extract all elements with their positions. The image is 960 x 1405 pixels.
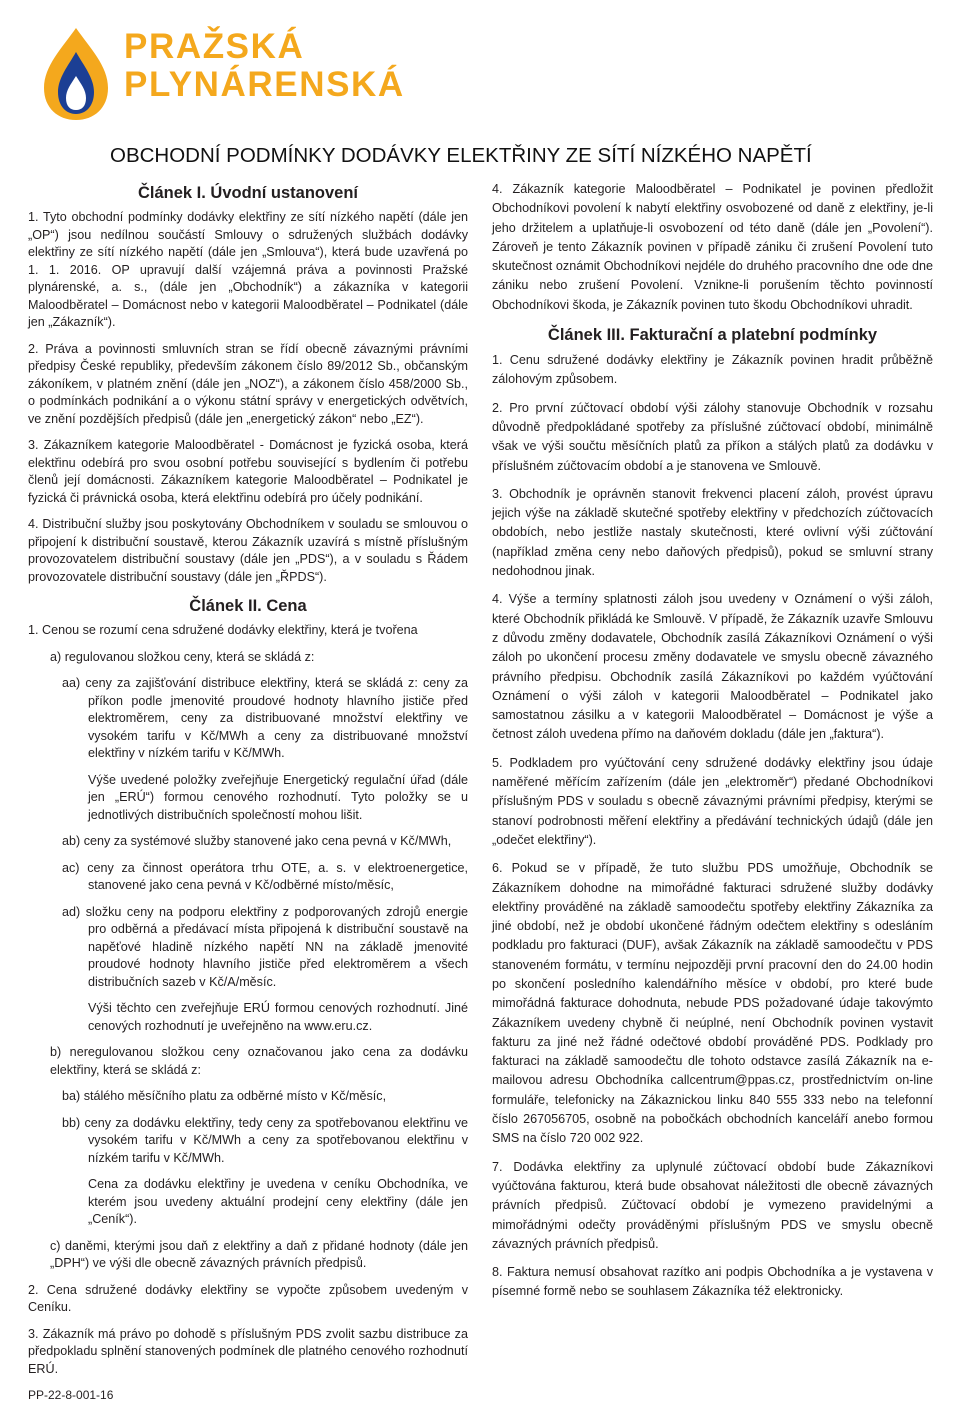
article-1-para-2: 2. Práva a povinnosti smluvních stran se řídí obecně závaznými právními předpisy České republiky, především zákonem číslo 89/2012 Sb., občanským zákoníkem, v platném znění (dále jen „NOZ“), a zákonem číslo 458/2000 Sb., o podmínkách podnikání a o výkonu státní správy v energetických odvětvích, ve znění pozdějších předpisů (dále jen „energetický zákon“ nebo „EZ“). — [28, 341, 468, 426]
article-2-price-note: Výši těchto cen zveřejňuje ERÚ formou cenových rozhodnutí. Jiné cenových rozhodnutí je uveřejněno na www.eru.cz. — [88, 1001, 468, 1033]
article-1-para-3: 3. Zákazníkem kategorie Maloodběratel - Domácnost je fyzická osoba, která elektřinu odebírá pro svou osobní potřebu související s bydlením či potřebu členů její domácnosti. Zákazníkem kategorie Maloodběratel – Podnikatel je fyzická či právnická osoba, která elektřinu odebírá pro účely podnikání. — [28, 438, 468, 505]
article-2-para-1: 1. Cenou se rozumí cena sdružené dodávky elektřiny, která je tvořena — [28, 623, 418, 637]
article-3-para-6: 6. Pokud se v případě, že tuto službu PDS umožňuje, Obchodník se Zákazníkem dohodne na mimořádné fakturaci sdružené služby dodávky elektřiny prováděné na základě samoodečtu spotřeby elektřiny Zákazníka za jiné období, než je období ukončené řádným odečtem elektřiny s odesláním podkladu pro fakturaci (DUF), avšak Zákazník na základě samoodečtu v PDS stanoveném formátu, v termínu nejpozději první pracovní den do 24.00 hodin po skončení posledního kalendářního měsíce v období, pro které bude mimořádná fakturace dohodnuta, nebude PDS požadované údaje takovýmto Zákazníkem uvedeny chybně či neúplné, není Obchodník povinen vystavit fakturu za jiné než řádné odečtové období prováděné PDS. Podklady pro fakturaci na základě samoodečtu dle tohoto odstavce zasílá Zákazník na e-mailovou adresu Obchodníka callcentrum@ppas.cz, prostřednictvím on-line formuláře, telefonicky na Zákaznickou linku 840 555 333 nebo na telefonní číslo 267056705, osobně na pobočkách obchodních kanceláří anebo formou SMS na číslo 720 002 922. — [492, 861, 933, 1146]
article-2-pricelist-note: Cena za dodávku elektřiny je uvedena v ceníku Obchodníka, ve kterém jsou uvedeny aktuální prodejní ceny elektřiny (dále jen „Ceník“). — [88, 1177, 468, 1226]
article-2-item-a: a) regulovanou složkou ceny, která se skládá z: — [50, 649, 315, 664]
brand-line-1: PRAŽSKÁ — [124, 27, 305, 66]
article-2-para-3: 3. Zákazník má právo po dohodě s příslušným PDS zvolit sazbu distribuce za předpokladu splnění stanovených podmínek dle platného cenového rozhodnutí ERÚ. — [28, 1326, 468, 1376]
article-2-heading: Článek II. Cena — [189, 597, 307, 615]
article-2-para-4: 4. Zákazník kategorie Maloodběratel – Podnikatel je povinen předložit Obchodníkovi povolení k nabytí elektřiny osvobozené od daně z elektřiny, je-li jeho držitelem a uplatňuje-li osvobození od této daně (dále jen „Povolení“). Zároveň je tento Zákazník povinen v případě zániku či zrušení Povolení tuto skutečnost oznámit Obchodníkovi nejdéle do druhého pracovního dne ode dne zániku nebo zrušení Povolení. Vznikne-li porušením těchto povinností Obchodníkovi škoda, je Zákazník povinen tuto škodu Obchodníkovi uhradit. — [492, 182, 933, 312]
flame-icon — [40, 26, 112, 122]
brand-name — [124, 28, 405, 104]
article-2-item-aa: aa) ceny za zajišťování distribuce elektřiny, která se skládá z: ceny za příkon podle jmenovité proudové hodnoty hlavního jističe před elektroměrem, ceny za distribuované množství elektřiny ve vysokém tarifu v Kč/MWh a ceny za distribuované množství elektřiny v nízkém tarifu v Kč/MWh. — [62, 676, 468, 760]
article-3-para-2: 2. Pro první zúčtovací období výši zálohy stanovuje Obchodník v rozsahu důvodně předpokládané spotřeby za příslušné zúčtovací období, minimálně však ve výši součtu měsíčních platů za příkon a stálých platů za dodávku v příslušném zúčtovacím období a je stanovena ve Smlouvě. — [492, 400, 933, 473]
article-1-heading: Článek I. Úvodní ustanovení — [137, 184, 359, 202]
article-2-eru-note: Výše uvedené položky zveřejňuje Energetický regulační úřad (dále jen „ERÚ“) formou cenového rozhodnutí. Tyto položky se u jednotlivých distribučních společností mohou lišit. — [88, 772, 468, 822]
article-2-item-bb: bb) ceny za dodávku elektřiny, tedy ceny za spotřebovanou elektřinu ve vysokém tarifu v Kč/MWh a ceny za spotřebovanou elektřinu v nízkém tarifu v Kč/MWh. — [62, 1115, 468, 1165]
article-2-item-ab: ab) ceny za systémové služby stanovené jako cena pevná v Kč/MWh, — [62, 834, 452, 848]
article-3-para-8: 8. Faktura nemusí obsahovat razítko ani podpis Obchodníka a je vystavena v písemné formě nebo se souhlasem Zákazníka též elektronicky. — [492, 1265, 933, 1299]
article-3-para-1: 1. Cenu sdružené dodávky elektřiny je Zákazník povinen hradit průběžně zálohovým způsobem. — [492, 353, 933, 387]
article-2-item-ac: ac) ceny za činnost operátora trhu OTE, a. s. v elektroenergetice, stanovené jako cena pevná v Kč/odběrné místo/měsíc, — [62, 860, 468, 892]
article-3-para-5: 5. Podkladem pro vyúčtování ceny sdružené dodávky elektřiny jsou údaje naměřené měřícím zařízením (dále jen „elektroměr“) předané Obchodníkovi příslušným PDS v souladu s obecně závaznými právními předpisy, kterými se stanoví podrobnosti měření elektřiny a předávání technických údajů (dále jen „odečet elektřiny“). — [492, 755, 933, 847]
article-3-heading: Článek III. Fakturační a platební podmínky — [547, 326, 878, 345]
right-column — [492, 180, 933, 1311]
article-2-item-b: b) neregulovanou složkou ceny označovanou jako cena za dodávku elektřiny, která se skládá z: — [50, 1045, 468, 1077]
document-title: OBCHODNÍ PODMÍNKY DODÁVKY ELEKTŘINY ZE SÍTÍ NÍZKÉHO NAPĚTÍ — [110, 144, 812, 167]
article-2-para-2: 2. Cena sdružené dodávky elektřiny se vypočte způsobem uvedeným v Ceníku. — [28, 1282, 468, 1314]
article-1-para-4: 4. Distribuční služby jsou poskytovány Obchodníkem v souladu se smlouvou o připojení k distribuční soustavě, kterou Zákazník uzavírá s místně příslušným provozovatelem distribuční soustavy (dále jen „PDS“), a v souladu s Řádem provozovatele distribuční soustavy (dále jen „ŘPDS“). — [28, 517, 468, 584]
article-3-para-3: 3. Obchodník je oprávněn stanovit frekvenci placení záloh, provést úpravu jejich výše na základě skutečné spotřeby elektřiny v předchozích zúčtovacích obdobích, nebo jestliže nastaly skutečnosti, které ovlivní výši zúčtování (například změna ceny nebo daňových předpisů), pokud se smluvní strany nedohodnou jinak. — [492, 486, 933, 579]
article-2-item-c: c) daněmi, kterými jsou daň z elektřiny a daň z přidané hodnoty (dále jen „DPH“) ve výši dle obecně závazných právních předpisů. — [50, 1238, 468, 1270]
article-3-para-7: 7. Dodávka elektřiny za uplynulé zúčtovací období bude Zákazníkovi vyúčtována fakturou, která bude obsahovat náležitosti dle obecně závazných právních předpisů. Zúčtovací období je vymezeno pravidelnými a mimořádnými odečty prováděnými příslušným PDS ve smyslu obecně závazných právních předpisů. — [492, 1159, 933, 1251]
document-code: PP-22-8-001-16 — [28, 1388, 114, 1402]
left-column — [28, 180, 468, 1387]
article-2-item-ba: ba) stálého měsíčního platu za odběrné místo v Kč/měsíc, — [62, 1089, 387, 1103]
article-1-para-1: 1. Tyto obchodní podmínky dodávky elektřiny ze sítí nízkého napětí (dále jen „OP“) jsou nedílnou součástí Smlouvy o sdružených službách dodávky elektřiny ze sítí nízkého napětí (dále jen „Smlouva“), která bude uzavřená po 1. 1. 2016. OP upravují další vzájemná práva a povinnosti Pražské plynárenské, a. s., (dále jen „Obchodník“) a zákazníka v kategorii Maloodběratel – Domácnost nebo v kategorii Maloodběratel – Podnikatel (dále jen „Zákazník“). — [28, 210, 468, 329]
brand-line-2: PLYNÁRENSKÁ — [124, 65, 405, 104]
article-3-para-4: 4. Výše a termíny splatnosti záloh jsou uvedeny v Oznámení o výši záloh, které Obchodník přikládá ke Smlouvě. V případě, že Zákazník uzavře Smlouvu z důvodu změny dodavatele, Obchodník zasílá Zákazníkovi Oznámení o výši záloh po ukončení procesu změny dodavatele ve smyslu obecně závazného právního předpisu. Obchodník zasílá Zákazníkovi po každém vyúčtování Oznámení o výši záloh v kategorii Maloodběratel – Podnikatel jako samostatnou zásilku a v kategorii Maloodběratel – Domácnost je výše a četnost záloh uvedena přímo na daňovém dokladu (dále jen „faktura“). — [492, 592, 933, 742]
article-2-item-ad: ad) složku ceny na podporu elektřiny z podporovaných zdrojů energie pro odběrná a předávací místa připojená k distribuční soustavě na napěťové hladině nízkého napětí NN na základě jmenovité proudové hodnoty hlavního jističe před elektroměrem a všech distribučních sazeb v Kč/A/měsíc. — [62, 904, 468, 989]
